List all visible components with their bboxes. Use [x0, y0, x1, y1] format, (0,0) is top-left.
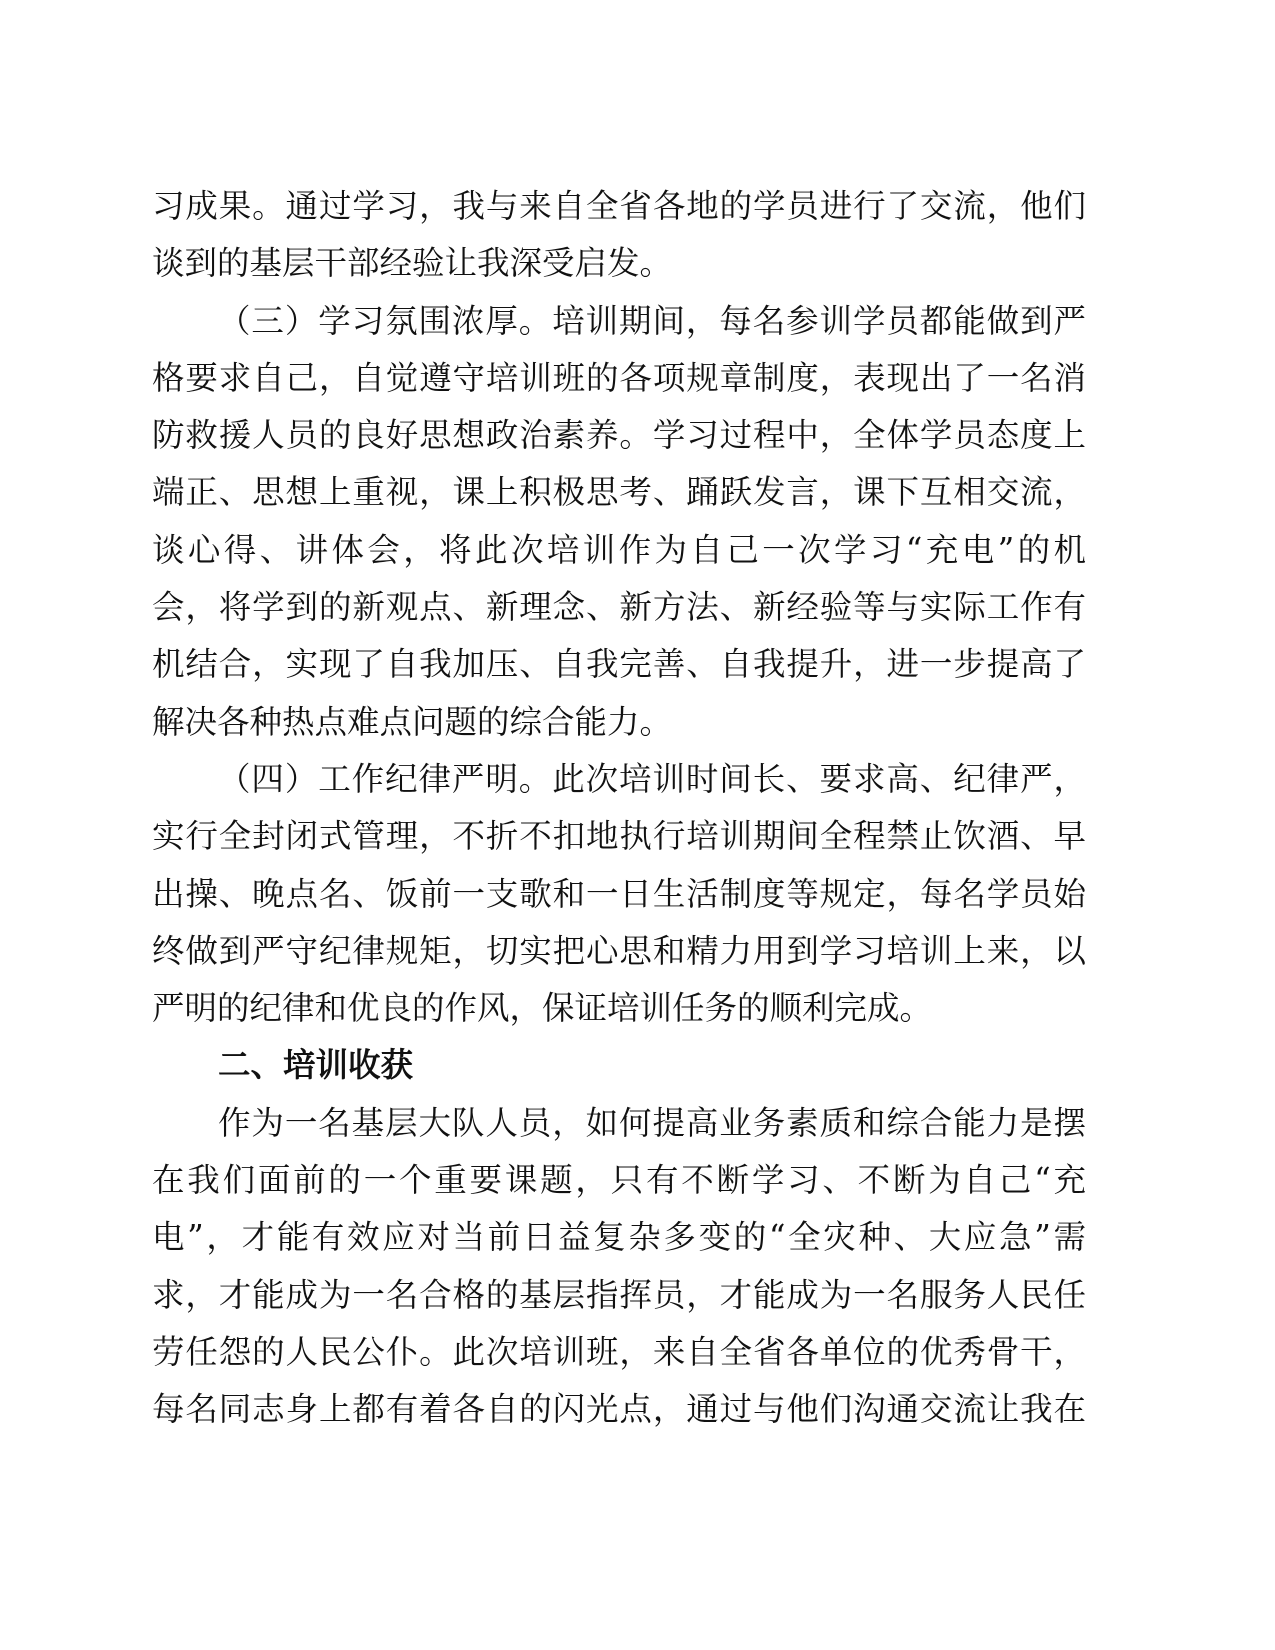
section-heading: 二、培训收获 — [218, 1046, 414, 1085]
text-line: 谈到的基层干部经验让我深受启发。 — [152, 244, 673, 283]
text-line: 端正、思想上重视，课上积极思考、踊跃发言，课下互相交流， — [152, 473, 1086, 512]
text-line: 机结合，实现了自我加压、自我完善、自我提升，进一步提高了 — [152, 645, 1086, 684]
text-line: 终做到严守纪律规矩，切实把心思和精力用到学习培训上来，以 — [152, 931, 1086, 970]
text-line: （三）学习氛围浓厚。培训期间，每名参训学员都能做到严 — [218, 301, 1086, 340]
text-line: 习成果。通过学习，我与来自全省各地的学员进行了交流，他们 — [152, 187, 1086, 225]
text-line: 防救援人员的良好思想政治素养。学习过程中，全体学员态度上 — [152, 416, 1086, 455]
text-line: 作为一名基层大队人员，如何提高业务素质和综合能力是摆 — [218, 1103, 1086, 1142]
text-line: （四）工作纪律严明。此次培训时间长、要求高、纪律严， — [218, 759, 1086, 798]
text-line: 格要求自己，自觉遵守培训班的各项规章制度，表现出了一名消 — [152, 358, 1086, 397]
text-line: 出操、晚点名、饭前一支歌和一日生活制度等规定，每名学员始 — [152, 874, 1086, 913]
text-line: 谈心得、讲体会，将此次培训作为自己一次学习“充电”的机 — [152, 530, 1086, 569]
text-line: 劳任怨的人民公仆。此次培训班，来自全省各单位的优秀骨干， — [152, 1332, 1086, 1371]
text-line: 电”，才能有效应对当前日益复杂多变的“全灾种、大应急”需 — [152, 1218, 1086, 1257]
text-line: 实行全封闭式管理，不折不扣地执行培训期间全程禁止饮酒、早 — [152, 817, 1086, 856]
text-line: 求，才能成为一名合格的基层指挥员，才能成为一名服务人民任 — [152, 1275, 1086, 1314]
text-line: 每名同志身上都有着各自的闪光点，通过与他们沟通交流让我在 — [152, 1390, 1086, 1429]
text-line: 会，将学到的新观点、新理念、新方法、新经验等与实际工作有 — [152, 588, 1086, 627]
text-line: 解决各种热点难点问题的综合能力。 — [152, 702, 673, 741]
document-body — [152, 178, 1086, 1439]
text-line: 在我们面前的一个重要课题，只有不断学习、不断为自己“充 — [152, 1161, 1086, 1200]
text-line: 严明的纪律和优良的作风，保证培训任务的顺利完成。 — [152, 989, 933, 1028]
